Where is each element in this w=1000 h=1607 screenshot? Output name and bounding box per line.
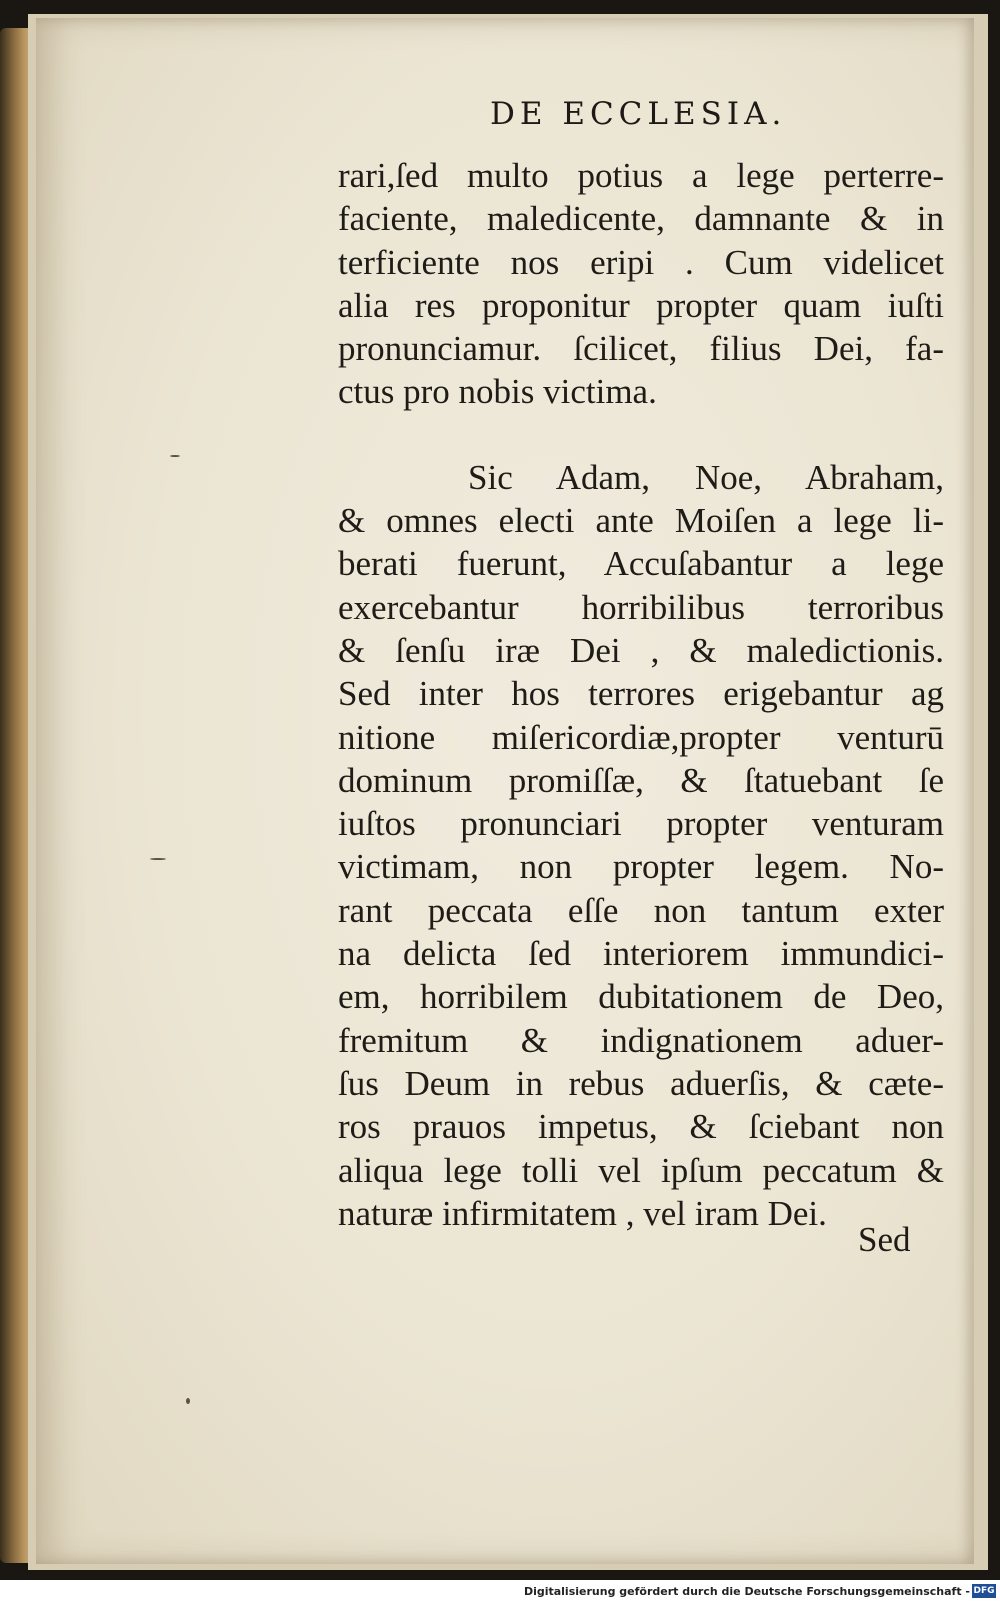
text-line: fremitum & indignationem aduer-	[338, 1020, 944, 1060]
text-line: ctus pro nobis victima.	[338, 372, 657, 412]
text-line: exercebantur horribilibus terroribus	[338, 587, 944, 627]
text-line: & ſenſu iræ Dei , & maledictionis.	[338, 630, 944, 670]
text-line: victimam, non propter legem. No-	[338, 847, 944, 887]
paper-speck	[150, 858, 166, 860]
paper-speck	[186, 1398, 190, 1404]
paragraph-1	[338, 154, 944, 414]
text-line: em, horribilem dubitationem de Deo,	[338, 977, 944, 1017]
text-line: Sed inter hos terrores erigebantur ag	[338, 674, 944, 714]
text-line: alia res proponitur propter quam iuſti	[338, 285, 944, 325]
text-line: faciente, maledicente, damnante & in	[338, 199, 944, 239]
text-line: ros prauos impetus, & ſciebant non	[338, 1107, 944, 1147]
text-line: rant peccata eſſe non tantum exter	[338, 890, 944, 930]
text-line: berati fuerunt, Accuſabantur a lege	[338, 544, 944, 584]
text-line: pronunciamur. ſcilicet, filius Dei, fa-	[338, 329, 944, 369]
running-head: DE ECCLESIA.	[490, 96, 787, 132]
text-line: ſus Deum in rebus aduerſis, & cæte-	[338, 1063, 944, 1103]
text-line: terficiente nos eripi . Cum videlicet	[338, 242, 944, 282]
main-text-block	[338, 154, 944, 1235]
text-line: iuſtos pronunciari propter venturam	[338, 804, 944, 844]
paragraph-2	[338, 456, 944, 1235]
text-line: & omnes electi ante Moiſen a lege li-	[338, 501, 944, 541]
catchword: Sed	[858, 1220, 911, 1259]
text-line: aliqua lege tolli vel ipſum peccatum &	[338, 1150, 944, 1190]
paper-speck	[170, 455, 180, 457]
text-line: Sic Adam, Noe, Abraham,	[468, 457, 944, 497]
text-line: na delicta ſed interiorem immundici-	[338, 934, 944, 974]
funding-credit: Digitalisierung gefördert durch die Deutsche Forschungsgemeinschaft -	[523, 1585, 970, 1598]
text-line: rari,ſed multo potius a lege perterre-	[338, 156, 944, 195]
text-line: dominum promiſſæ, & ſtatuebant ſe	[338, 760, 944, 800]
text-line: nitione miſericordiæ,propter venturū	[338, 717, 944, 757]
digitization-footer	[0, 1580, 1000, 1607]
text-line: naturæ infirmitatem , vel iram Dei.	[338, 1193, 827, 1233]
dfg-logo: DFG	[973, 1586, 995, 1596]
paragraph-gap	[338, 414, 944, 456]
